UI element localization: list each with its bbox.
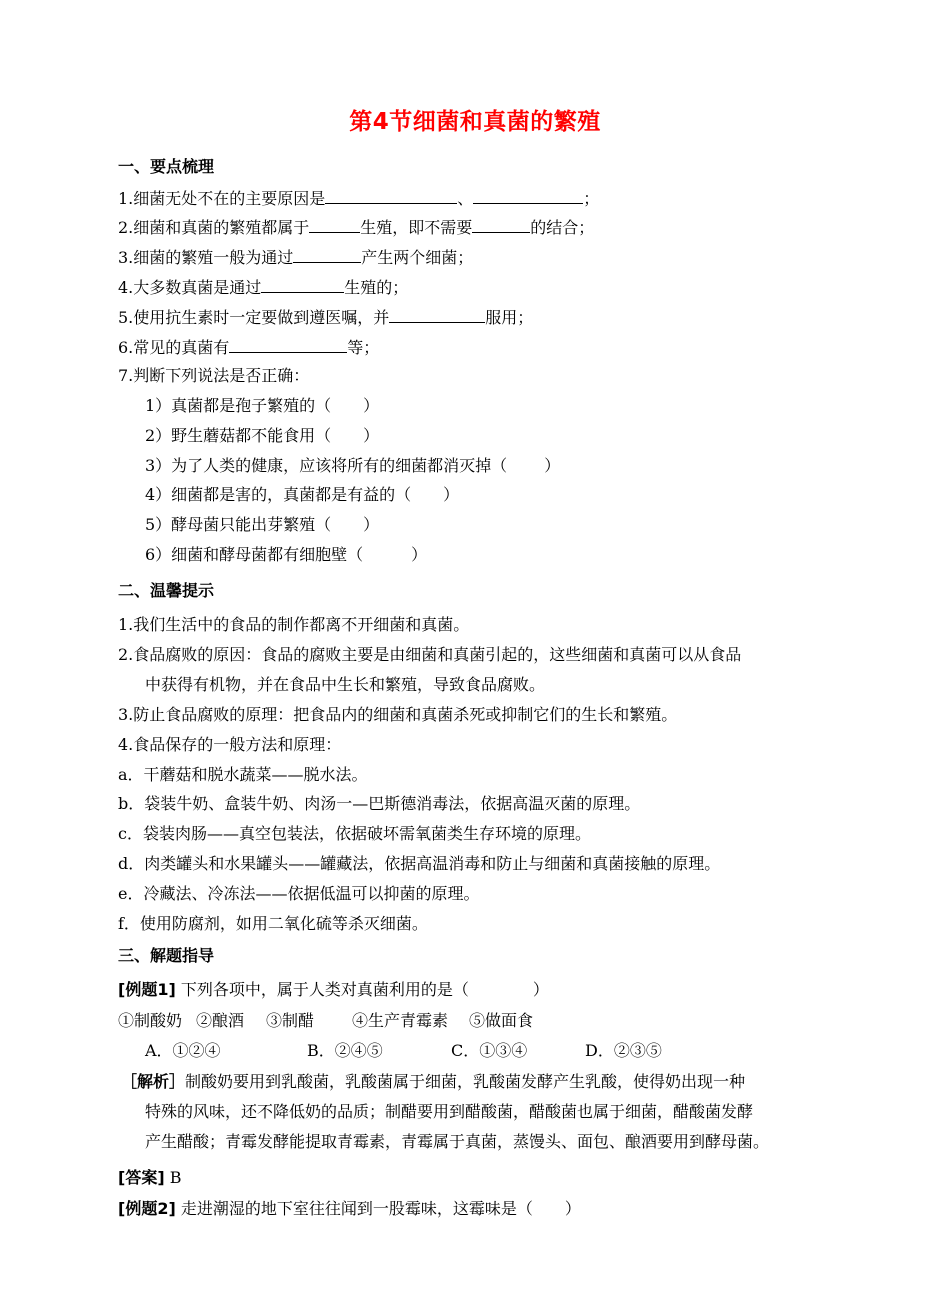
choice: ④生产青霉素: [352, 1011, 449, 1030]
judge-item: 3）为了人类的健康，应该将所有的细菌都消灭掉（ ）: [145, 456, 561, 475]
question-3-end: 产生两个细菌；: [361, 248, 474, 267]
answer-blank[interactable]: [389, 305, 485, 323]
choice: ②酿酒: [196, 1011, 245, 1030]
question-2: [118, 215, 594, 239]
judge-item: 4）细菌都是害的，真菌都是有益的（ ）: [145, 485, 460, 504]
judge-item: 1）真菌都是孢子繁殖的（ ）: [145, 396, 380, 415]
question-3: [118, 245, 473, 269]
question-1-end: ；: [583, 189, 600, 208]
question-7: 7.判断下列说法是否正确：: [118, 366, 310, 385]
option-d: D．②③⑤: [585, 1041, 662, 1060]
tip-paragraph: 1.我们生活中的食品的制作都离不开细菌和真菌。: [118, 615, 470, 634]
section-heading-2: 二、温馨提示: [118, 581, 215, 600]
answer-label: [答案]: [118, 1168, 165, 1187]
example-label: [例题1]: [118, 980, 176, 999]
answer-line: [118, 1167, 182, 1189]
analysis-label: ［解析］: [121, 1072, 186, 1091]
question-1: [118, 186, 599, 210]
question-5: [118, 305, 533, 329]
answer-blank[interactable]: [261, 275, 344, 293]
question-4: [118, 275, 408, 299]
analysis-line: [121, 1071, 745, 1093]
answer-blank[interactable]: [309, 215, 360, 233]
tip-paragraph: 3.防止食品腐败的原理：把食品内的细菌和真菌杀死或抑制它们的生长和繁殖。: [118, 705, 678, 724]
analysis-line: 产生醋酸；青霉发酵能提取青霉素，青霉属于真菌，蒸馒头、面包、酿酒要用到酵母菌。: [145, 1132, 770, 1151]
question-4-end: 生殖的；: [344, 278, 409, 297]
question-5-end: 服用；: [485, 308, 534, 327]
method-item: b．袋装牛奶、盒装牛奶、肉汤一—巴斯德消毒法，依据高温灭菌的原理。: [118, 794, 641, 813]
method-item: d．肉类罐头和水果罐头——罐藏法，依据高温消毒和防止与细菌和真菌接触的原理。: [118, 854, 721, 873]
question-2-end: 的结合；: [530, 218, 595, 237]
method-item: a．干蘑菇和脱水蔬菜——脱水法。: [118, 765, 368, 784]
answer-blank[interactable]: [229, 335, 347, 353]
judge-item: 5）酵母菌只能出芽繁殖（ ）: [145, 515, 380, 534]
question-1-text: 1.细菌无处不在的主要原因是: [118, 189, 326, 208]
choice: ⑤做面食: [469, 1011, 534, 1030]
example-1-choices: [118, 1010, 533, 1032]
option-b: B．②④⑤: [307, 1041, 383, 1060]
answer-blank[interactable]: [325, 186, 457, 204]
question-6: [118, 335, 379, 359]
question-2-text: 2.细菌和真菌的繁殖都属于: [118, 218, 310, 237]
choice: ③制醋: [266, 1011, 315, 1030]
question-2-text-b: 生殖，即不需要: [360, 218, 473, 237]
example-label: [例题2]: [118, 1199, 176, 1218]
choice: ①制酸奶: [118, 1011, 183, 1030]
section-heading-3: 三、解题指导: [118, 946, 215, 965]
question-5-text: 5.使用抗生素时一定要做到遵医嘱，并: [118, 308, 390, 327]
option-c: C．①③④: [451, 1041, 528, 1060]
tip-paragraph: 2.食品腐败的原因：食品的腐败主要是由细菌和真菌引起的，这些细菌和真菌可以从食品: [118, 645, 742, 664]
answer-blank[interactable]: [293, 245, 361, 263]
question-6-text: 6.常见的真菌有: [118, 338, 230, 357]
method-item: f．使用防腐剂，如用二氧化硫等杀灭细菌。: [118, 914, 428, 933]
question-3-text: 3.细菌的繁殖一般为通过: [118, 248, 294, 267]
example-1: [118, 979, 549, 1001]
judge-item: 2）野生蘑菇都不能食用（ ）: [145, 426, 380, 445]
page-title: 第4节细菌和真菌的繁殖: [349, 109, 601, 135]
example-2: [118, 1198, 581, 1220]
judge-item: 6）细菌和酵母菌都有细胞壁（ ）: [145, 545, 428, 564]
method-item: e．冷藏法、冷冻法——依据低温可以抑菌的原理。: [118, 884, 480, 903]
tip-paragraph-continued: 中获得有机物，并在食品中生长和繁殖，导致食品腐败。: [145, 675, 546, 694]
example-1-options: [145, 1040, 662, 1062]
section-heading-1: 一、要点梳理: [118, 157, 215, 176]
answer-blank[interactable]: [472, 215, 530, 233]
question-6-end: 等；: [347, 338, 380, 357]
answer-blank[interactable]: [473, 186, 583, 204]
analysis-line: 特殊的风味，还不降低奶的品质；制醋要用到醋酸菌，醋酸菌也属于细菌，醋酸菌发酵: [145, 1102, 754, 1121]
answer-value: B: [169, 1168, 182, 1187]
question-4-text: 4.大多数真菌是通过: [118, 278, 262, 297]
separator: 、: [457, 189, 474, 208]
method-item: c．袋装肉肠——真空包装法，依据破坏需氧菌类生存环境的原理。: [118, 824, 591, 843]
option-a: A．①②④: [145, 1041, 221, 1060]
example-question: 下列各项中，属于人类对真菌利用的是（ ）: [180, 980, 549, 999]
analysis-text: 制酸奶要用到乳酸菌，乳酸菌属于细菌，乳酸菌发酵产生乳酸，使得奶出现一种: [185, 1072, 746, 1091]
tip-paragraph: 4.食品保存的一般方法和原理：: [118, 735, 342, 754]
example-question: 走进潮湿的地下室往往闻到一股霉味，这霉味是（ ）: [180, 1199, 581, 1218]
